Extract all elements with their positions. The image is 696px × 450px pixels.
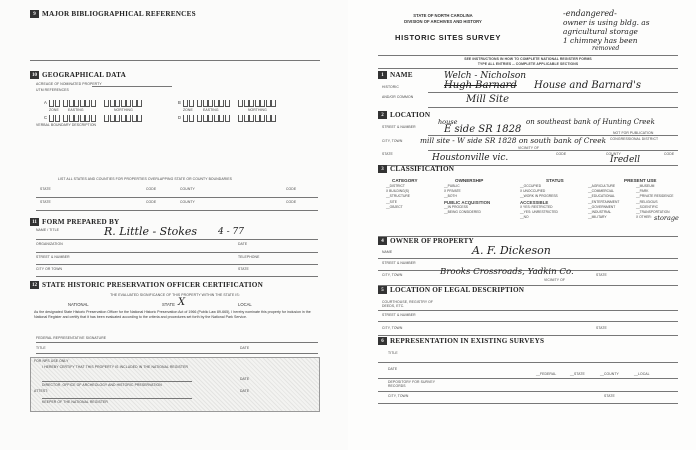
congressional-district-label: CONGRESSIONAL DISTRICT xyxy=(610,137,659,141)
code-label: CODE xyxy=(286,200,297,204)
code-label: CODE xyxy=(286,187,297,191)
nps-use-label: FOR NPS USE ONLY xyxy=(34,359,69,363)
category-header: CATEGORY xyxy=(392,178,418,183)
northing-label: NORTHING xyxy=(114,108,133,112)
status-header: STATUS xyxy=(546,178,564,183)
county-label: COUNTY xyxy=(606,152,621,156)
city-field[interactable] xyxy=(428,150,678,151)
status-no[interactable]: __NO xyxy=(520,215,529,220)
county-option[interactable]: __COUNTY xyxy=(600,372,619,376)
telephone-label: TELEPHONE xyxy=(238,255,260,259)
keeper-signature-line[interactable] xyxy=(42,398,192,399)
status-occupied[interactable]: __OCCUPIED xyxy=(520,184,542,188)
section-number: 3 xyxy=(378,165,387,173)
county-label: COUNTY xyxy=(180,200,195,204)
common-label: AND/OR COMMON xyxy=(382,95,414,99)
use-private-residence[interactable]: __PRIVATE RESIDENCE xyxy=(636,194,674,199)
section-3-header xyxy=(378,165,454,173)
title-date-field[interactable] xyxy=(36,353,318,354)
use-agriculture[interactable]: __AGRICULTURE xyxy=(588,184,616,188)
city-town-label: CITY OR TOWN xyxy=(36,267,63,271)
category-district[interactable]: __DISTRICT xyxy=(386,184,405,188)
boundary-label: VERBAL BOUNDARY DESCRIPTION xyxy=(36,123,97,127)
keeper-label: KEEPER OF THE NATIONAL REGISTER xyxy=(42,400,108,404)
vicinity-label: VICINITY OF xyxy=(518,146,540,150)
present-use-options-a xyxy=(588,184,619,220)
northing-label: NORTHING xyxy=(248,108,267,112)
survey-title-field[interactable] xyxy=(378,362,678,363)
section-title: GEOGRAPHICAL DATA xyxy=(42,71,126,79)
survey-date-label: DATE xyxy=(388,367,398,371)
state-label: STATE xyxy=(238,267,249,271)
city-name: Houstonville vic. xyxy=(432,153,509,163)
owner-name-label: NAME xyxy=(382,250,393,254)
historic-name-inserted: Welch - Nicholson xyxy=(444,71,527,81)
certification-text: As the designated State Historic Preservation Officer for the National Historic Preservation Act of 1966 (Public Law 89-665), I hereby nominate this property for inclusion in the National Register and certify that it has been evaluated according to the criteria and procedures set forth by the National Park Service. xyxy=(34,310,311,320)
category-buildings[interactable]: X BUILDING(S) xyxy=(386,189,410,194)
divider xyxy=(378,68,678,69)
owner-name: A. F. Dickeson xyxy=(472,244,551,257)
use-educational[interactable]: __EDUCATIONAL xyxy=(588,194,615,199)
acreage-field[interactable] xyxy=(92,86,172,87)
county-label: COUNTY xyxy=(180,187,195,191)
state-label: STATE xyxy=(40,200,51,204)
section-1-header xyxy=(378,71,413,79)
use-entertainment[interactable]: __ENTERTAINMENT xyxy=(588,199,620,204)
use-museum[interactable]: __MUSEUM xyxy=(636,184,655,188)
historic-name-rest: House and Barnard's xyxy=(534,80,641,91)
ownership-both[interactable]: __BOTH xyxy=(444,194,457,199)
divider xyxy=(378,335,678,336)
overlap-instruction: LIST ALL STATES AND COUNTIES FOR PROPERTIES OVERLAPPING STATE OR COUNTY BOUNDARIES xyxy=(58,177,232,181)
ownership-in-process[interactable]: __IN PROCESS xyxy=(444,204,469,209)
division-header: DIVISION OF ARCHIVES AND HISTORY xyxy=(404,19,482,24)
local-option[interactable]: __LOCAL xyxy=(634,372,650,376)
section-number: 1 xyxy=(378,71,387,79)
section-10-header xyxy=(30,71,126,79)
name-title-label: NAME / TITLE xyxy=(36,228,59,232)
endangered-note: -endangered- xyxy=(563,9,617,18)
historic-label: HISTORIC xyxy=(382,85,399,89)
state-option[interactable]: STATE xyxy=(162,302,175,307)
historic-name-struck: Hugh Barnard xyxy=(444,80,517,91)
ownership-being-considered[interactable]: __BEING CONSIDERED xyxy=(444,210,481,215)
use-transportation[interactable]: __TRANSPORTATION xyxy=(636,210,670,215)
use-other[interactable]: X OTHER: xyxy=(636,215,652,220)
utm-zone-d[interactable] xyxy=(183,114,194,122)
evaluated-significance: THE EVALUATED SIGNIFICANCE OF THIS PROPERTY WITHIN THE STATE IS: xyxy=(110,293,240,297)
utm-easting-d[interactable] xyxy=(197,114,230,122)
section-title: FORM PREPARED BY xyxy=(42,218,120,226)
utm-zone-c[interactable] xyxy=(49,114,60,122)
use-industrial[interactable]: __INDUSTRIAL xyxy=(588,210,612,215)
section-title: LOCATION xyxy=(390,111,431,119)
section-title: REPRESENTATION IN EXISTING SURVEYS xyxy=(390,337,545,345)
utm-label: UTM REFERENCES xyxy=(36,88,69,92)
section-title: MAJOR BIBLIOGRAPHICAL REFERENCES xyxy=(42,10,196,18)
present-use-header: PRESENT USE xyxy=(624,178,657,183)
owner-city: Brooks Crossroads, Yadkin Co. xyxy=(440,267,574,277)
street-house-note: house xyxy=(438,118,458,126)
status-restricted[interactable]: X YES: RESTRICTED xyxy=(520,204,553,209)
date-label: DATE xyxy=(240,389,250,393)
other-use-value: storage xyxy=(654,214,679,222)
accessible-header: ACCESSIBLE xyxy=(520,199,549,205)
name-title-field[interactable] xyxy=(36,239,318,240)
code-label: CODE xyxy=(146,187,157,191)
historic-field[interactable] xyxy=(428,92,678,93)
storage-note: agricultural storage xyxy=(563,27,638,36)
federal-option[interactable]: __FEDERAL xyxy=(536,372,557,376)
city-field[interactable] xyxy=(36,276,318,277)
category-structure[interactable]: __STRUCTURE xyxy=(386,194,410,199)
section-4-header xyxy=(378,237,474,245)
status-options xyxy=(520,184,558,220)
section-number: 12 xyxy=(32,282,37,288)
director-label: DIRECTOR, OFFICE OF ARCHEOLOGY AND HISTORIC PRESERVATION xyxy=(42,383,162,387)
depository-field[interactable] xyxy=(378,391,678,392)
vicinity-label: VICINITY OF xyxy=(544,278,566,282)
county-name: Iredell xyxy=(610,155,641,165)
utm-easting-c[interactable] xyxy=(63,114,96,122)
utm-zone-b[interactable] xyxy=(183,99,194,107)
organization-field[interactable] xyxy=(36,252,318,253)
form-title: HISTORIC SITES SURVEY xyxy=(395,33,501,42)
utm-marker-d: D xyxy=(178,115,182,120)
director-signature-line[interactable] xyxy=(42,381,192,382)
use-scientific[interactable]: __SCIENTIFIC xyxy=(636,204,658,209)
state-county-field[interactable] xyxy=(36,210,318,211)
utm-northing-a[interactable] xyxy=(104,99,143,107)
ownership-header: OWNERSHIP xyxy=(455,178,484,183)
survey-title-label: TITLE xyxy=(388,351,398,355)
header-rule xyxy=(378,55,678,56)
state-label: STATE xyxy=(40,187,51,191)
utm-northing-b[interactable] xyxy=(238,99,277,107)
date-label: DATE xyxy=(238,242,248,246)
common-name: Mill Site xyxy=(466,94,509,105)
not-for-publication-label: NOT FOR PUBLICATION xyxy=(613,131,654,135)
code-label: CODE xyxy=(556,152,567,156)
zone-label: ZONE xyxy=(183,108,193,112)
courthouse-field[interactable] xyxy=(378,310,678,311)
utm-easting-b[interactable] xyxy=(197,99,230,107)
status-unoccupied[interactable]: X UNOCCUPIED xyxy=(520,189,546,194)
prepared-date: 4 - 77 xyxy=(218,227,244,237)
use-religious[interactable]: __RELIGIOUS xyxy=(636,199,658,204)
register-certification: I HEREBY CERTIFY THAT THIS PROPERTY IS INCLUDED IN THE NATIONAL REGISTER xyxy=(42,365,188,369)
section-title: LOCATION OF LEGAL DESCRIPTION xyxy=(390,286,525,294)
zone-label: ZONE xyxy=(49,108,59,112)
section-12-header xyxy=(30,281,263,289)
category-options xyxy=(386,184,410,210)
status-unrestricted[interactable]: __YES: UNRESTRICTED xyxy=(520,210,558,215)
category-object[interactable]: __OBJECT xyxy=(386,204,403,209)
state-check-mark: X xyxy=(178,297,186,308)
state-county-field[interactable] xyxy=(36,197,318,198)
city-town-label: CITY, TOWN xyxy=(382,326,403,330)
utm-northing-c[interactable] xyxy=(104,114,143,122)
street-value: E side SR 1828 xyxy=(444,124,522,135)
city-town-label: CITY, TOWN xyxy=(382,273,403,277)
section-number: 2 xyxy=(378,111,387,119)
section-number: 5 xyxy=(378,286,387,294)
section-number: 4 xyxy=(378,237,387,245)
attest-label: ATTEST: xyxy=(34,389,49,393)
section-5-header xyxy=(378,286,524,294)
preparer-name: R. Little - Stokes xyxy=(104,225,198,238)
instructions-line: SEE INSTRUCTIONS IN HOW TO COMPLETE NATIONAL REGISTER FORMS xyxy=(464,57,592,61)
common-field[interactable] xyxy=(428,107,678,108)
section-number: 10 xyxy=(32,72,37,78)
section-number: 9 xyxy=(30,10,39,18)
entries-line: TYPE ALL ENTRIES -- COMPLETE APPLICABLE SECTIONS xyxy=(477,62,579,66)
owner-name-field[interactable] xyxy=(378,258,678,259)
section-title: NAME xyxy=(390,71,413,79)
representative-signature-label: FEDERAL REPRESENTATIVE SIGNATURE xyxy=(36,336,107,340)
divider xyxy=(30,60,320,61)
section-title: STATE HISTORIC PRESERVATION OFFICER CERTIFICATION xyxy=(42,281,263,289)
use-commercial[interactable]: __COMMERCIAL xyxy=(588,189,615,194)
use-park[interactable]: __PARK xyxy=(636,189,649,194)
ownership-options xyxy=(444,184,490,215)
section-number: 11 xyxy=(30,218,39,226)
state-label: STATE xyxy=(596,273,607,277)
depository-label: DEPOSITORY FOR SURVEY RECORDS xyxy=(388,380,436,389)
use-government[interactable]: __GOVERNMENT xyxy=(588,204,616,209)
title-label: TITLE xyxy=(36,346,46,350)
national-option[interactable]: NATIONAL xyxy=(68,302,89,307)
code-label: CODE xyxy=(146,200,157,204)
city-town-label: CITY, TOWN xyxy=(388,394,409,398)
state-label: STATE xyxy=(596,326,607,330)
utm-marker-b: B xyxy=(178,100,181,105)
chimney-note: 1 chimney has been xyxy=(563,36,638,45)
street-number-label: STREET & NUMBER xyxy=(382,313,416,317)
street-number-label: STREET & NUMBER xyxy=(382,125,416,129)
depository-city-field[interactable] xyxy=(378,403,678,404)
section-2-header xyxy=(378,111,430,119)
street-number-label: STREET & NUMBER xyxy=(36,255,70,259)
code-label: CODE xyxy=(664,152,675,156)
courthouse-label: COURTHOUSE, REGISTRY OF DEEDS, ETC. xyxy=(382,300,434,309)
street-number-label: STREET & NUMBER xyxy=(382,261,416,265)
organization-label: ORGANIZATION xyxy=(36,242,63,246)
section-9-header xyxy=(30,10,196,18)
signature-field[interactable] xyxy=(36,342,318,343)
acreage-label: ACREAGE OF NOMINATED PROPERTY xyxy=(36,82,102,86)
easting-label: EASTING xyxy=(203,108,219,112)
state-label: STATE xyxy=(382,152,393,156)
state-label: STATE xyxy=(604,394,615,398)
utm-northing-d[interactable] xyxy=(238,114,277,122)
date-label: DATE xyxy=(240,346,250,350)
city-town-label: CITY, TOWN xyxy=(382,139,403,143)
city-mill-site-note: mill site - W side SR 1828 on south bank of Creek xyxy=(420,136,607,145)
right-form-page xyxy=(348,0,696,450)
removed-note: removed xyxy=(592,45,620,52)
use-military[interactable]: __MILITARY xyxy=(588,215,607,220)
section-title: CLASSIFICATION xyxy=(390,165,455,173)
survey-date-field[interactable] xyxy=(378,378,678,379)
utm-easting-a[interactable] xyxy=(63,99,96,107)
utm-zone-a[interactable] xyxy=(49,99,60,107)
utm-marker-c: C xyxy=(44,115,48,120)
date-label: DATE xyxy=(240,377,250,381)
easting-label: EASTING xyxy=(68,108,84,112)
street-field[interactable] xyxy=(36,264,318,265)
local-option[interactable]: LOCAL xyxy=(238,302,252,307)
legal-street-field[interactable] xyxy=(378,321,678,322)
street-note: on southeast bank of Hunting Creek xyxy=(526,118,655,126)
owner-note: owner is using bldg. as xyxy=(563,18,650,27)
section-number: 6 xyxy=(378,337,387,345)
section-6-header xyxy=(378,337,544,345)
state-option[interactable]: __STATE xyxy=(570,372,585,376)
section-title: OWNER OF PROPERTY xyxy=(390,237,474,245)
status-work-in-progress[interactable]: __WORK IN PROGRESS xyxy=(520,194,558,199)
ownership-public[interactable]: __PUBLIC xyxy=(444,184,460,188)
public-acquisition-header: PUBLIC ACQUISITION xyxy=(444,199,491,205)
category-site[interactable]: __SITE xyxy=(386,199,397,204)
state-header: STATE OF NORTH CAROLINA xyxy=(413,13,473,18)
utm-marker-a: A xyxy=(44,100,47,105)
ownership-private[interactable]: X PRIVATE xyxy=(444,189,461,194)
